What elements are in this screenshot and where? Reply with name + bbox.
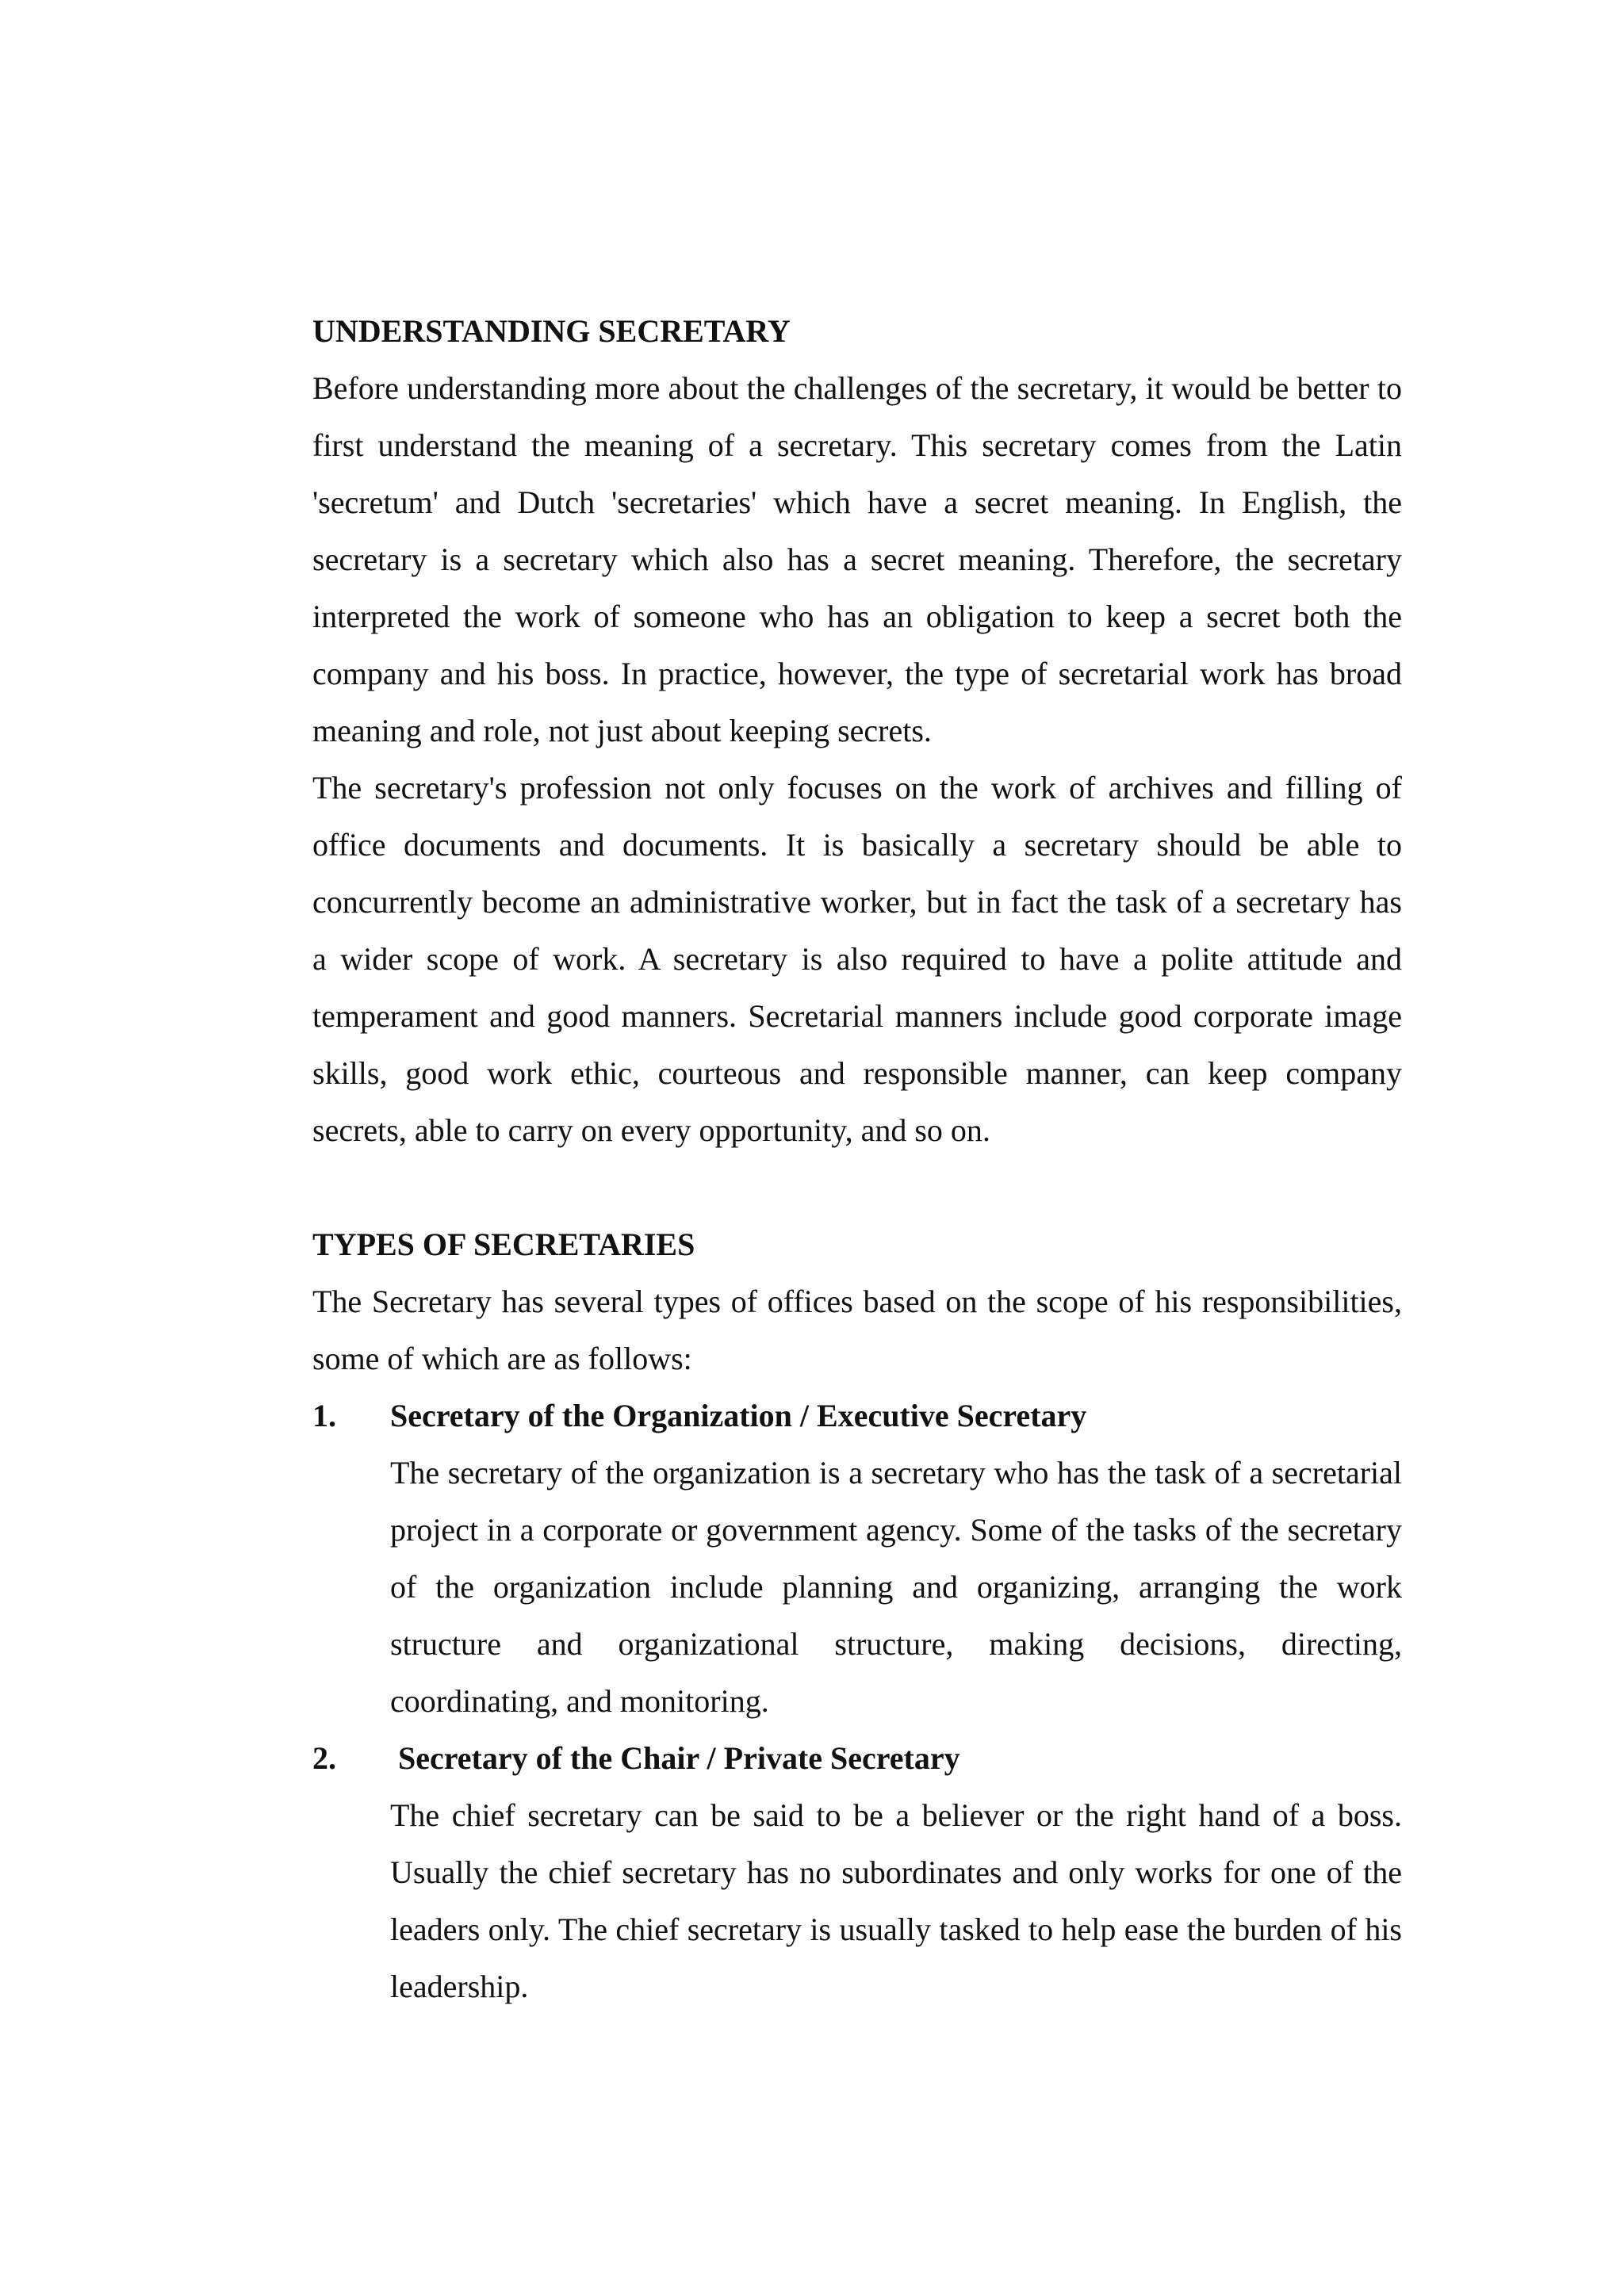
document-body xyxy=(312,303,1402,2015)
list-item-title: Secretary of the Organization / Executive Secretary xyxy=(390,1398,1087,1433)
paragraph-secretary-profession: The secretary's profession not only focuses on the work of archives and filling of office documents and documents. It is basically a secretary should be able to concurrently become an administrative worker, but in fact the task of a secretary has a wider scope of work. A secretary is also required to have a polite attitude and temperament and good manners. Secretarial manners include good corporate image skills, good work ethic, courteous and responsible manner, can keep company secrets, able to carry on every opportunity, and so on. xyxy=(312,770,1402,1148)
section-spacer xyxy=(312,1159,1402,1216)
list-item-private-secretary xyxy=(312,1730,1402,2015)
list-item-body: The secretary of the organization is a secretary who has the task of a secretarial project in a corporate or government agency. Some of the tasks of the secretary of the organization include planning and organizing, arranging the work structure and organizational structure, making decisions, directing, coordinating, and monitoring. xyxy=(390,1455,1402,1719)
section-heading-understanding-secretary: UNDERSTANDING SECRETARY xyxy=(312,313,791,349)
list-item-number: 1. xyxy=(312,1398,336,1433)
list-item-body: The chief secretary can be said to be a believer or the right hand of a boss. Usually the chief secretary has no subordinates and only works for one of the leaders only. The chief secretary is usually tasked to help ease the burden of his leadership. xyxy=(390,1797,1402,2004)
paragraph-types-intro: The Secretary has several types of offices based on the scope of his responsibilities, some of which are as follows: xyxy=(312,1284,1402,1376)
section-heading-types-of-secretaries: TYPES OF SECRETARIES xyxy=(312,1226,695,1262)
paragraph-meaning-of-secretary: Before understanding more about the challenges of the secretary, it would be better to first understand the meaning of a secretary. This secretary comes from the Latin 'secretum' and Dutch 'secretaries' which have a secret meaning. In English, the secretary is a secretary which also has a secret meaning. Therefore, the secretary interpreted the work of someone who has an obligation to keep a secret both the company and his boss. In practice, however, the type of secretarial work has broad meaning and role, not just about keeping secrets. xyxy=(312,370,1402,748)
list-item-title: Secretary of the Chair / Private Secretary xyxy=(398,1740,960,1776)
list-item-executive-secretary xyxy=(312,1387,1402,1730)
list-item-number: 2. xyxy=(312,1740,336,1776)
